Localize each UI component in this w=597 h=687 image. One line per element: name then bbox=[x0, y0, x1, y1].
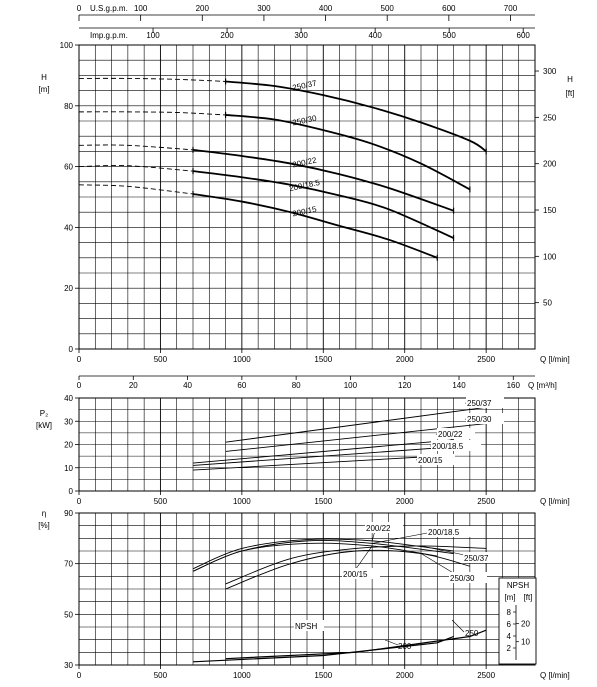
y-axis-unit: [m] bbox=[38, 85, 50, 94]
npsh-inset-unit-ft: [ft] bbox=[523, 593, 533, 602]
npsh-series-label-250: 250 bbox=[465, 629, 479, 638]
npsh-series-label-200: 200 bbox=[398, 642, 412, 651]
y-tick-label: 80 bbox=[64, 101, 73, 111]
dashed-curve-250/37 bbox=[79, 78, 226, 81]
npsh-inset-tick-label-ft: 10 bbox=[521, 637, 530, 647]
top-axis-1-tick-label: 500 bbox=[380, 4, 394, 13]
top-axis-2-tick-label: 400 bbox=[368, 31, 382, 40]
bottom-axis-2-label: Q [m³/h] bbox=[528, 381, 557, 390]
x-tick-label: 1500 bbox=[314, 671, 333, 680]
top-axis-1-tick-label: 700 bbox=[503, 4, 518, 13]
bottom-axis-2-tick-label: 120 bbox=[398, 381, 412, 390]
y2-tick-label: 300 bbox=[543, 67, 557, 77]
top-axis-2-tick-label: 200 bbox=[220, 31, 234, 40]
x-tick-label: 2000 bbox=[395, 355, 414, 364]
npsh-inset-tick-label-m: 2 bbox=[506, 644, 511, 653]
y-tick-label: 0 bbox=[68, 487, 73, 496]
npsh-inset-unit-m: [m] bbox=[504, 593, 516, 602]
y-tick-label: 10 bbox=[64, 463, 73, 473]
y-tick-label: 0 bbox=[68, 345, 73, 354]
efficiency-series-label-250/30: 250/30 bbox=[450, 574, 475, 583]
power-series-label-200/22: 200/22 bbox=[438, 430, 463, 439]
dashed-curve-200/15 bbox=[79, 185, 193, 194]
x-tick-label: 500 bbox=[153, 671, 168, 680]
x-tick-label: 1500 bbox=[314, 355, 333, 364]
power-series-label-250/30: 250/30 bbox=[467, 415, 492, 424]
y-tick-label: 30 bbox=[64, 661, 73, 670]
efficiency-chart bbox=[38, 509, 570, 680]
efficiency-series-label-200/18.5: 200/18.5 bbox=[428, 528, 460, 537]
power-series-label-200/18.5: 200/18.5 bbox=[432, 442, 464, 451]
top-axis-1-label: U.S.g.p.m. bbox=[90, 4, 128, 13]
bottom-axis-2-tick-label: 40 bbox=[183, 381, 193, 390]
y2-axis-title: H bbox=[567, 75, 573, 84]
efficiency-series-label-250/37: 250/37 bbox=[464, 554, 489, 563]
x-axis-unit-label: Q [l/min] bbox=[540, 671, 570, 680]
efficiency-series-label-200/22: 200/22 bbox=[366, 524, 391, 533]
top-axis-1-tick-label: 0 bbox=[76, 4, 82, 13]
top-axis-1-tick-label: 200 bbox=[195, 4, 209, 13]
npsh-inset-tick-label-m: 8 bbox=[506, 608, 511, 617]
y-tick-label: 20 bbox=[64, 284, 73, 294]
npsh-inset-tick-label-m: 4 bbox=[506, 632, 511, 641]
y2-tick-label: 100 bbox=[543, 252, 557, 262]
series-label-250/37: 250/37 bbox=[291, 78, 318, 93]
npsh-inset-tick-label-ft: 20 bbox=[521, 619, 530, 629]
npsh-label: NPSH bbox=[295, 622, 318, 631]
efficiency-series-label-200/15: 200/15 bbox=[343, 570, 368, 579]
y-tick-label: 90 bbox=[64, 509, 73, 518]
power-series-label-250/37: 250/37 bbox=[467, 399, 492, 408]
top-axis-1-tick-label: 100 bbox=[133, 4, 148, 13]
npsh-inset-title: NPSH bbox=[506, 581, 530, 590]
x-axis-unit-label: Q [l/min] bbox=[540, 355, 570, 364]
x-tick-label: 500 bbox=[153, 355, 168, 364]
y-axis-title: P₂ bbox=[39, 409, 49, 418]
x-tick-label: 1000 bbox=[232, 671, 251, 680]
top-axis-2-tick-label: 300 bbox=[294, 31, 308, 40]
x-tick-label: 0 bbox=[76, 671, 82, 680]
top-axis-2-tick-label: 100 bbox=[146, 31, 160, 40]
y-axis-title: η bbox=[41, 509, 47, 518]
x-tick-label: 2500 bbox=[477, 497, 496, 506]
top-axis-1-tick-label: 600 bbox=[442, 4, 456, 13]
x-tick-label: 1000 bbox=[232, 355, 251, 364]
dashed-curve-250/30 bbox=[79, 112, 226, 115]
x-tick-label: 1000 bbox=[232, 497, 251, 506]
top-axis-2-tick-label: 600 bbox=[516, 31, 530, 40]
top-axis-2-tick-label: 500 bbox=[442, 31, 456, 40]
y-tick-label: 30 bbox=[64, 417, 73, 427]
y-tick-label: 20 bbox=[64, 440, 73, 450]
dashed-curve-200/22 bbox=[79, 145, 193, 150]
x-tick-label: 0 bbox=[76, 355, 82, 364]
x-tick-label: 1500 bbox=[314, 497, 333, 506]
y-tick-label: 100 bbox=[59, 41, 73, 50]
power-chart bbox=[36, 394, 570, 506]
series-label-250/30: 250/30 bbox=[291, 113, 318, 128]
top-axis-2-label: Imp.g.p.m. bbox=[90, 31, 128, 40]
npsh-inset-frame bbox=[499, 578, 536, 664]
y2-tick-label: 150 bbox=[543, 206, 557, 216]
x-tick-label: 500 bbox=[153, 497, 168, 506]
y2-axis-unit: [ft] bbox=[565, 89, 575, 98]
npsh-inset-tick-label-m: 6 bbox=[506, 620, 511, 629]
leader-line bbox=[385, 640, 398, 645]
x-tick-label: 2000 bbox=[395, 497, 414, 506]
head-chart bbox=[38, 4, 574, 390]
bottom-axis-2-tick-label: 100 bbox=[343, 381, 358, 390]
x-tick-label: 0 bbox=[76, 497, 82, 506]
y2-tick-label: 200 bbox=[543, 159, 557, 169]
y-tick-label: 40 bbox=[64, 394, 73, 403]
power-series-label-200/15: 200/15 bbox=[418, 456, 443, 465]
series-label-200/15: 200/15 bbox=[291, 204, 318, 219]
bottom-axis-2-tick-label: 140 bbox=[452, 381, 466, 390]
y-tick-label: 70 bbox=[64, 559, 73, 569]
x-tick-label: 2500 bbox=[477, 355, 496, 364]
x-tick-label: 2500 bbox=[477, 671, 496, 680]
series-label-200/22: 200/22 bbox=[291, 155, 318, 170]
x-tick-label: 2000 bbox=[395, 671, 414, 680]
top-axis-1-tick-label: 400 bbox=[318, 4, 333, 13]
head-curve-200/15 bbox=[193, 194, 437, 258]
bottom-axis-2-tick-label: 0 bbox=[76, 381, 82, 390]
y2-tick-label: 50 bbox=[543, 298, 552, 308]
y2-tick-label: 250 bbox=[543, 113, 557, 123]
y-axis-title: H bbox=[41, 73, 47, 82]
bottom-axis-2-tick-label: 60 bbox=[237, 381, 247, 390]
bottom-axis-2-tick-label: 160 bbox=[506, 381, 520, 390]
y-axis-unit: [%] bbox=[38, 521, 50, 530]
y-axis-unit: [kW] bbox=[36, 421, 52, 430]
bottom-axis-2-tick-label: 20 bbox=[128, 381, 138, 390]
y-tick-label: 50 bbox=[64, 610, 73, 620]
x-axis-unit-label: Q [l/min] bbox=[540, 497, 570, 506]
series-label-200/18.5: 200/18.5 bbox=[288, 177, 321, 194]
y-tick-label: 60 bbox=[64, 162, 73, 172]
top-axis-1-tick-label: 300 bbox=[257, 4, 271, 13]
bottom-axis-2-tick-label: 80 bbox=[291, 381, 301, 390]
y-tick-label: 40 bbox=[64, 223, 73, 233]
